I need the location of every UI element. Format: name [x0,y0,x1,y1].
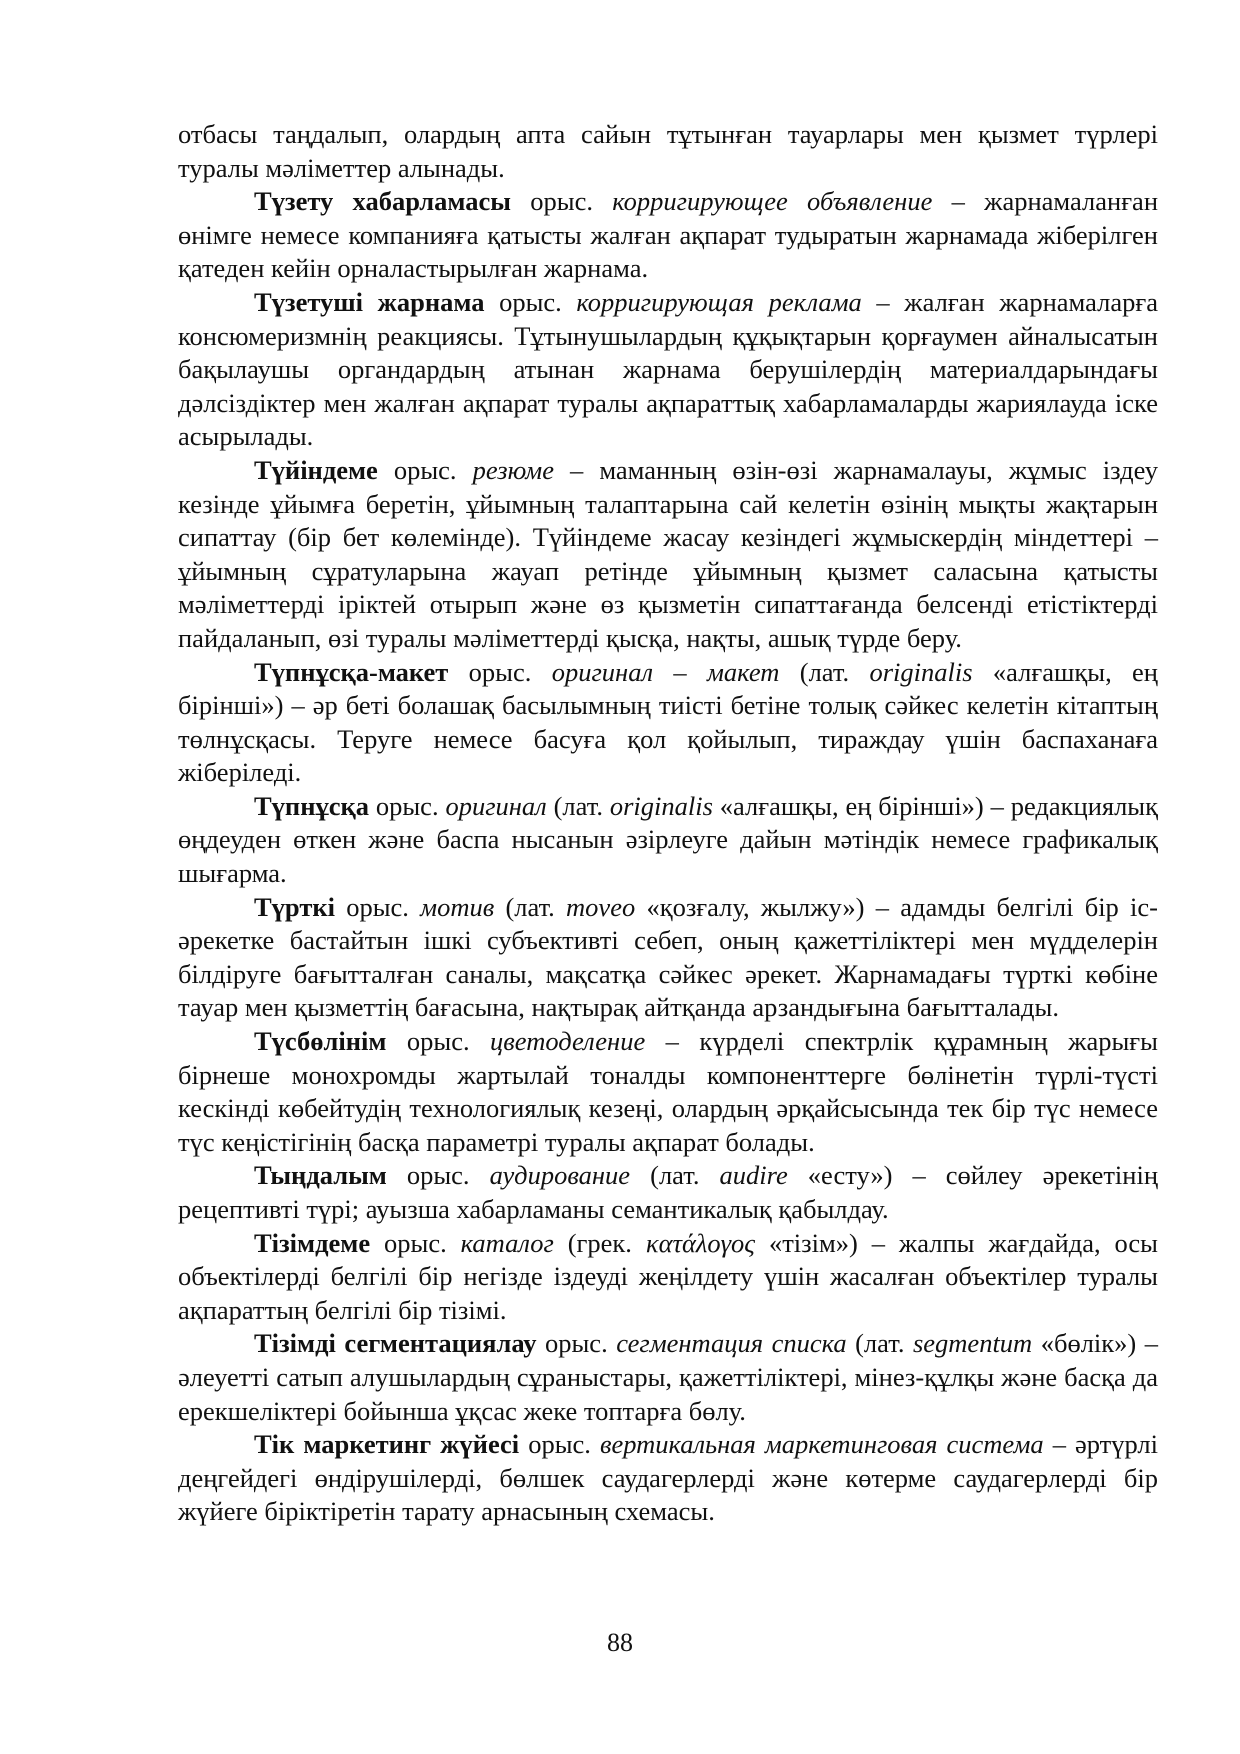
entry-text: (лат. [546,790,610,821]
entry-text: (грек. [553,1227,646,1258]
glossary-entry [178,454,1158,656]
entry-text: орыс. [334,891,421,922]
entry-term: Түсбөлінім [254,1026,387,1057]
glossary-entry [178,1227,1158,1328]
italic-text: каталог [460,1227,554,1258]
entry-term: Түпнұсқа-макет [254,656,449,687]
entry-term: Тізімді сегментациялау [254,1328,537,1359]
italic-text: originalis [869,656,973,687]
entry-term: Түрткі [254,891,335,922]
italic-text: вертикальная маркетинговая система [599,1429,1044,1460]
glossary-entry [178,1025,1158,1159]
entry-term: Түзетуші жарнама [254,286,485,317]
entry-term: Тізімдеме [254,1227,371,1258]
italic-text: κατάλογος [645,1227,756,1258]
entry-text: «тізім») – жалпы жағдайда, осы объектілерді белгілі бір негізде іздеуді жеңілдету үшін жасалған объектілер туралы ақпараттың белгілі бір тізімі. [178,1227,1158,1325]
glossary-entry [178,1428,1158,1529]
glossary-entry [178,185,1158,286]
italic-text: segmentum [912,1328,1033,1359]
entry-text: орыс. [448,656,552,687]
document-body [178,118,1158,1529]
italic-text: originalis [609,790,713,821]
entry-text: орыс. [519,1429,600,1460]
continued-paragraph [178,118,1158,185]
entry-text: – күрделі спектрлік құрамның жарығы бірнеше монохромды жартылай тоналды компоненттерге бөлінетін түрлі-түсті кескінді көбейтудің технологиялық кезеңі, олардың әрқайсысында тек бір түс немесе түс кеңістігінің басқа параметрі туралы ақпарат болады. [178,1026,1158,1157]
italic-text: корригирующее объявление [612,186,933,217]
glossary-entry [178,286,1158,454]
entry-term: Түйіндеме [254,454,378,485]
entry-text: орыс. [369,790,446,821]
entry-text: (лат. [630,1160,720,1191]
entry-text: – жалған жарнамаларға консюмеризмнің реакциясы. Тұтынушылардың құқықтарын қорғаумен айналысатын бақылаушы органдардың атынан жарнама берушілердің материалдарындағы дәлсіздіктер мен жалған ақпарат туралы ақпараттық хабарламаларды жариялауда іске асырылады. [178,286,1158,452]
italic-text: сегментация списка [616,1328,847,1359]
italic-text: мотив [420,891,495,922]
italic-text: audire [719,1160,788,1191]
entry-text: «алғашқы, ең бірінші») – редакциялық өңдеуден өткен және баспа нысанын әзірлеуге дайын мәтіндік немесе графикалық шығарма. [178,790,1158,889]
entry-text: «алғашқы, ең бірінші») – әр беті болашақ басылымның тиісті бетіне толық сәйкес келетін кітаптың төлнұсқасы. Теруге немесе басуға қол қойылып, тираждау үшін баспаханаға жіберіледі. [178,656,1158,788]
entry-text: орыс. [370,1227,461,1258]
entry-text: «қозғалу, жылжу») – адамды белгілі бір іс-әрекетке бастайтын ішкі субъективті себеп, оның қажеттіліктері мен мүдделерін білдіруге бағытталған саналы, мақсатқа сәйкес әрекет. Жарнамадағы түрткі көбіне тауар мен қызметтің бағасына, нақтырақ айтқанда арзандығына бағытталады. [178,891,1158,1023]
italic-text: оригинал [445,790,547,821]
italic-text: цветоделение [490,1026,646,1057]
glossary-entry [178,656,1158,790]
entry-text: отбасы таңдалып, олардың апта сайын тұтынған тауарлары мен қызмет түрлері туралы мәліметтер алынады. [178,119,1158,183]
entry-text: орыс. [377,454,473,485]
entry-text: – жарнамаланған өнімге немесе компанияға қатысты жалған ақпарат тудыратын жарнамада жіберілген қатеден кейін орналастырылған жарнама. [178,186,1159,284]
entry-term: Тік маркетинг жүйесі [254,1429,520,1460]
entry-text: «бөлік») – әлеуетті сатып алушылардың сұраныстары, қажеттіліктері, мінез-құлқы және басқа да ерекшеліктері бойынша ұқсас жеке топтарға бөлу. [178,1328,1158,1426]
entry-text: орыс. [484,286,577,317]
entry-text: (лат. [494,891,567,922]
italic-text: оригинал – макет [551,656,780,687]
entry-text: орыс. [386,1026,491,1057]
entry-term: Түзету хабарламасы [254,186,511,217]
entry-text: (лат. [779,656,870,687]
italic-text: корригирующая реклама [576,286,862,317]
italic-text: аудирование [489,1160,631,1191]
italic-text: резюме [472,454,554,485]
entry-text: – маманның өзін-өзі жарнамалауы, жұмыс іздеу кезінде ұйымға беретін, ұйымның талаптарына сай келетін өзінің мықты жақтарын сипаттау (бір бет көлемінде). Түйіндеме жасау кезіндегі жұмыскердің міндеттері – ұйымның сұратуларына жауап ретінде ұйымның қызмет саласына қатысты мәліметтерді іріктей отырып және өз қызметін сипаттағанда белсенді етістіктерді пайдаланып, өзі туралы мәліметтерді қысқа, нақты, ашық түрде беру. [178,454,1158,653]
entry-text: «есту») – сөйлеу әрекетінің рецептивті түрі; ауызша хабарламаны семантикалық қабылдау. [178,1160,1158,1224]
glossary-entry [178,1327,1158,1428]
entry-text: – әртүрлі деңгейдегі өндірушілерді, бөлшек саудагерлерді және көтерме саудагерлерді бір жүйеге біріктіретін тарату арнасының схемасы. [178,1429,1158,1527]
entry-text: орыс. [386,1160,490,1191]
glossary-entry [178,790,1158,891]
glossary-entry [178,1159,1158,1226]
entry-text: орыс. [510,186,613,217]
glossary-entry [178,891,1158,1025]
entry-text: орыс. [536,1328,617,1359]
entry-term: Түпнұсқа [254,790,369,821]
page-number: 88 [607,1628,633,1657]
entry-term: Тыңдалым [254,1160,387,1191]
italic-text: moveo [566,891,636,922]
entry-text: (лат. [846,1328,913,1359]
